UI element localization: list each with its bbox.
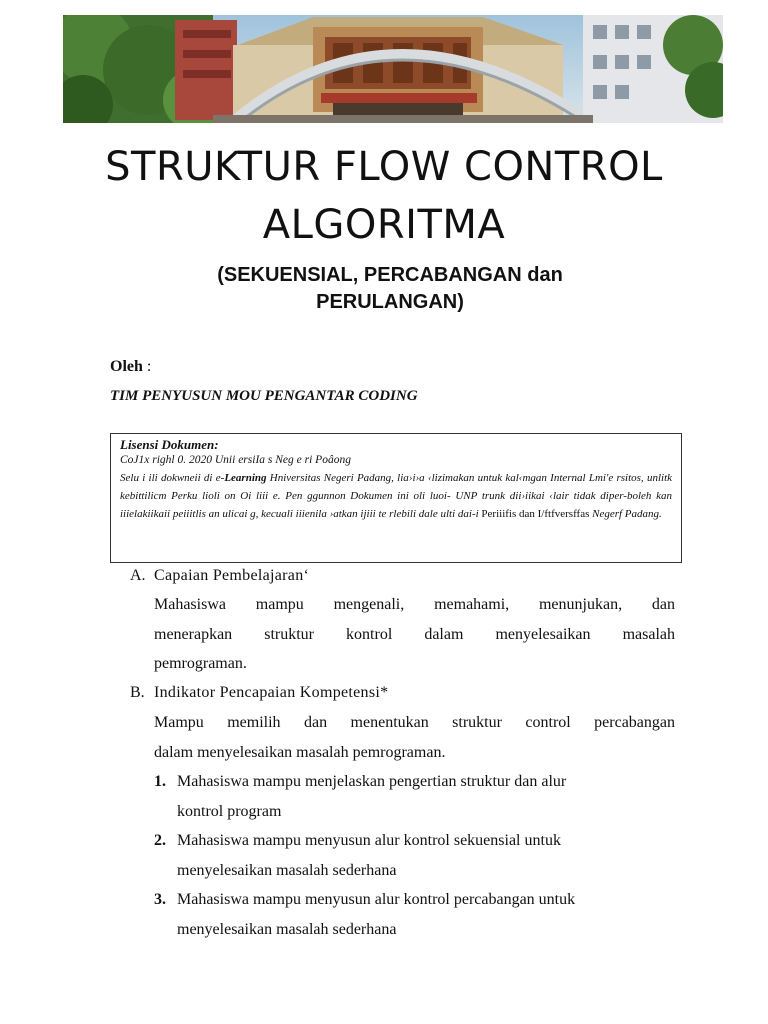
list-item-line1: Mahasiswa mampu menjelaskan pengertian struktur dan alur — [177, 773, 567, 790]
list-item-line2: menyelesaikan masalah sederhana — [177, 861, 397, 879]
list-item-number: 2. — [154, 832, 166, 849]
section-a-letter: A. — [130, 567, 146, 584]
section-a-line1: Mahasiswa mampu mengenali, memahami, menunjukan, dan — [154, 596, 675, 613]
author-colon: : — [142, 358, 152, 375]
campus-banner-image — [63, 15, 723, 123]
license-body-part3: Negerf Padang. — [589, 508, 662, 520]
license-body-part2: Hniversitas Negeri Padang, lia›i›a ‹lizimakan untuk kal‹mgan Internal Lmi'e rsitos, unlitk kebittilicm Perku lioli on Oi liii e. Pen ggunnon Dokumen ini oli luoi- UNP trunk dii›iikai ‹lair tidak diper-boleh kan iiielakiikaii peiiitlis an ulicai g, kecuali iiienila ›atkan ijiii te rlebili dale ulti dai-i — [120, 472, 673, 520]
list-item-line2: menyelesaikan masalah sederhana — [177, 920, 397, 938]
section-b-paragraph — [154, 708, 675, 767]
document-title-line1: STRUKTUR FLOW CONTROL — [105, 144, 663, 190]
license-box — [110, 433, 682, 563]
section-b-letter: B. — [130, 684, 145, 701]
license-title: Lisensi Dokumen: — [120, 437, 219, 452]
list-item-line1: Mahasiswa mampu menyusun alur kontrol sekuensial untuk — [177, 832, 561, 849]
list-item-number: 1. — [154, 773, 166, 790]
license-copyright: CoJ1x righl 0. 2020 Unii ersiIa s Neg e ri Poâong — [120, 454, 351, 466]
document-title-line2: ALGORITMA — [262, 202, 506, 248]
list-item — [154, 885, 675, 944]
list-item-line1: Mahasiswa mampu menyusun alur kontrol percabangan untuk — [177, 891, 576, 908]
author-label — [110, 358, 151, 376]
section-b-line1: Mampu memilih dan menentukan struktur control percabangan — [154, 714, 675, 731]
license-body — [120, 469, 672, 523]
section-a-line2: menerapkan struktur kontrol dalam menyelesaikan masalah — [154, 625, 675, 643]
list-item — [154, 767, 675, 826]
author-team: TIM PENYUSUN MOU PENGANTAR CODING — [110, 388, 418, 404]
author-label-text: Oleh — [110, 358, 143, 375]
license-body-bold: Learning — [224, 472, 267, 484]
license-body-plain: Periiifis dan I/ftfversffas — [481, 508, 590, 520]
section-a-title: Capaian Pembelajaran‘ — [154, 567, 310, 584]
document-subtitle-line1: (SEKUENSIAL, PERCABANGAN dan — [217, 264, 563, 286]
section-b-line2: dalam menyelesaikan masalah pemrograman. — [154, 743, 446, 761]
list-item-line2: kontrol program — [177, 802, 282, 820]
section-a-line3: pemrograman. — [154, 655, 247, 672]
document-subtitle-line2: PERULANGAN) — [316, 291, 464, 313]
list-item-number: 3. — [154, 891, 166, 908]
section-a-paragraph — [154, 590, 675, 679]
list-item — [154, 826, 675, 885]
section-b-title: Indikator Pencapaian Kompetensi* — [154, 684, 389, 701]
license-body-part1: Selu i ili dokwneii di e- — [120, 472, 225, 484]
